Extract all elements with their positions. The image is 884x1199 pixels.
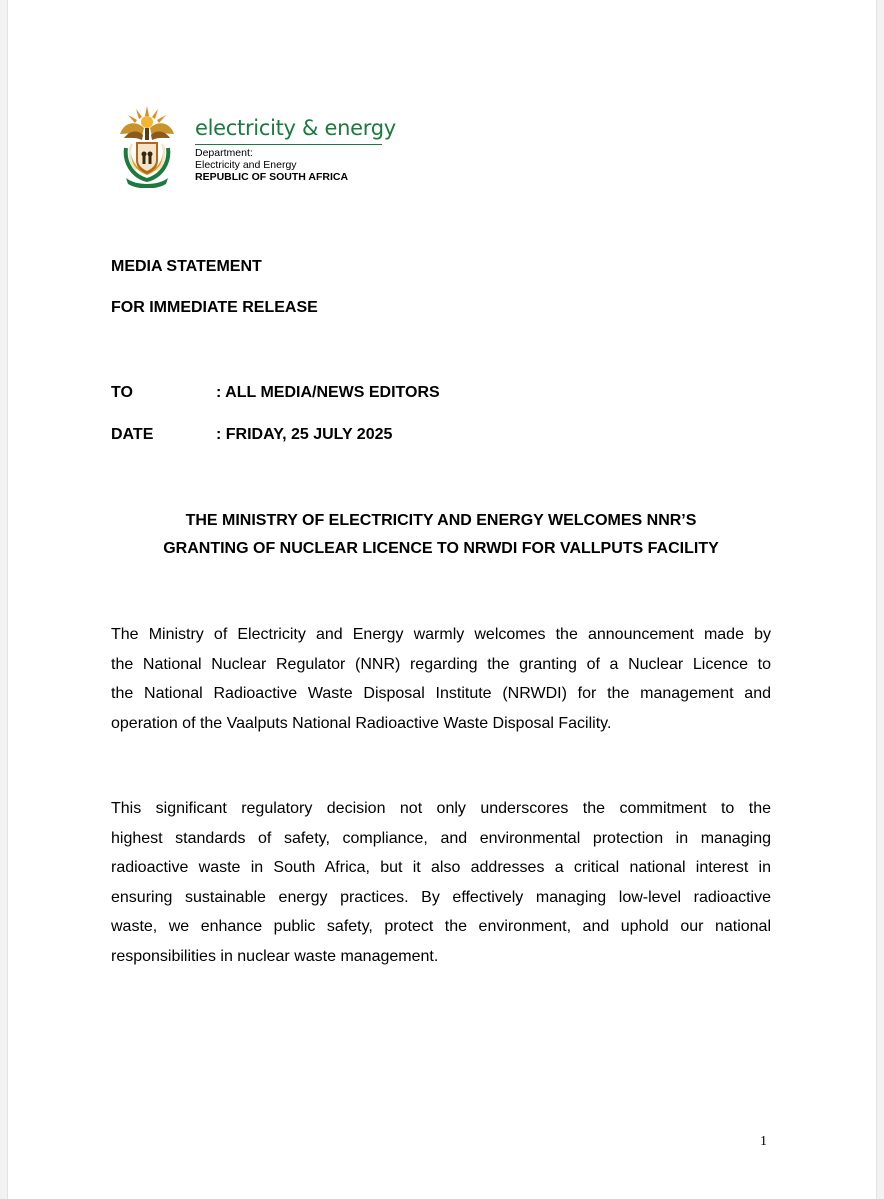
page-edge-left	[0, 0, 8, 1199]
body-paragraph-1	[111, 620, 771, 738]
statement-title	[111, 507, 771, 563]
title-line: GRANTING OF NUCLEAR LICENCE TO NRWDI FOR VALLPUTS FACILITY	[163, 540, 719, 557]
letterhead	[114, 104, 414, 190]
paragraph-line: This significant regulatory decision not only underscores the commitment to the	[111, 800, 771, 817]
to-value: : ALL MEDIA/NEWS EDITORS	[216, 384, 440, 401]
paragraph-line: waste, we enhance public safety, protect the environment, and uphold our national	[111, 918, 771, 935]
title-line: THE MINISTRY OF ELECTRICITY AND ENERGY WELCOMES NNR’S	[185, 512, 697, 529]
date-key: DATE	[111, 426, 154, 443]
paragraph-line: highest standards of safety, compliance, and environmental protection in managing	[111, 829, 771, 847]
paragraph-line: responsibilities in nuclear waste management.	[111, 947, 439, 965]
paragraph-line: the National Radioactive Waste Disposal Institute (NRWDI) for the management and	[111, 685, 771, 702]
department-name: Electricity and Energy	[195, 159, 297, 171]
page-edge-right	[876, 0, 884, 1199]
brand-underline	[195, 144, 382, 145]
paragraph-line: The Ministry of Electricity and Energy warmly welcomes the announcement made by	[111, 626, 771, 643]
body-paragraph-2	[111, 794, 771, 971]
paragraph-line: ensuring sustainable energy practices. By effectively managing low-level radioactive	[111, 888, 771, 906]
page-number: 1	[760, 1134, 767, 1149]
brand-name: electricity & energy	[195, 116, 396, 140]
department-label: Department:	[195, 147, 253, 159]
statement-type: MEDIA STATEMENT	[111, 258, 262, 275]
paragraph-line: radioactive waste in South Africa, but it also addresses a critical national interest in	[111, 859, 771, 876]
country-name: REPUBLIC OF SOUTH AFRICA	[195, 171, 349, 183]
date-value: : FRIDAY, 25 JULY 2025	[216, 426, 393, 443]
paragraph-line: operation of the Vaalputs National Radioactive Waste Disposal Facility.	[111, 714, 612, 732]
to-key: TO	[111, 384, 133, 401]
coat-of-arms-icon	[114, 104, 180, 188]
paragraph-line: the National Nuclear Regulator (NNR) regarding the granting of a Nuclear Licence to	[111, 655, 771, 673]
release-label: FOR IMMEDIATE RELEASE	[111, 299, 318, 316]
